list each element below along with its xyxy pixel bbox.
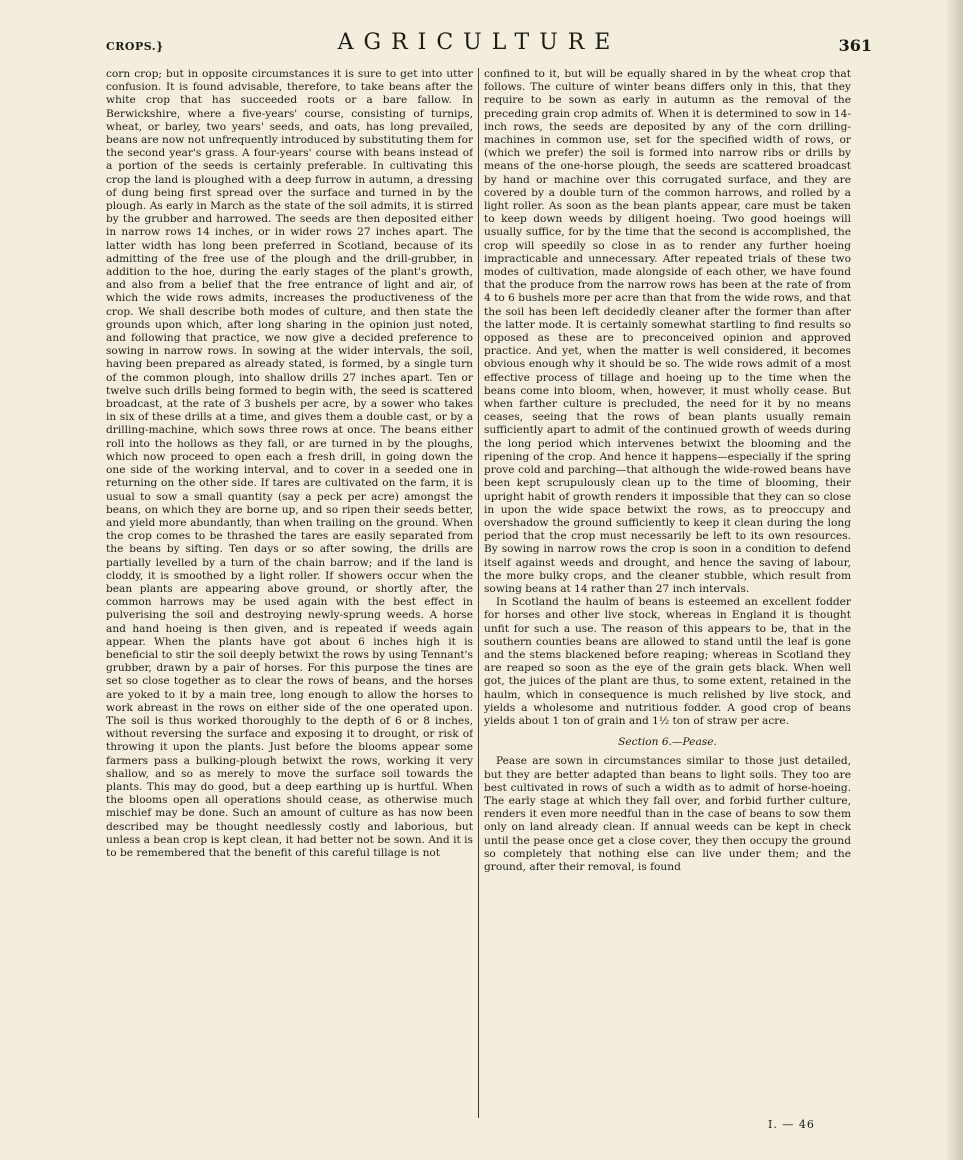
section-heading: Section 6.—Pease. bbox=[618, 736, 717, 749]
left-paragraph-1: corn crop; but in opposite circumstances it is sure to get into utter confusion. It is found advisable, therefore, to take beans after the white crop that has succeeded roots or a bare fallow. In Berwickshire, where a five-years' course, consisting of turnips, wheat, or barley, two years' seeds, and oats, has long prevailed, beans are now not unfrequently introduced by substituting them for the second year's grass. A four-years' course with beans instead of a portion of the seeds is certainly preferable. In cultivating this crop the land is ploughed with a deep furrow in autumn, a dressing of dung being first spread over the surface and turned in by the plough. As early in March as the state of the soil admits, it is stirred by the grubber and harrowed. The seeds are then deposited either in narrow rows 14 inches, or in wider rows 27 inches apart. The latter width has long been preferred in Scotland, because of its admitting of the free use of the plough and the drill-grubber, in addition to the hoe, during the early stages of the plant's growth, and also from a belief that the free entrance of light and air, of which the wide rows admits, increases the productiveness of the crop. We shall describe both modes of culture, and then state the grounds upon which, after long sharing in the opinion just noted, and following that practice, we now give a decided preference to sowing in narrow rows. In sowing at the wider intervals, the soil, having been prepared as already stated, is formed, by a single turn of the common plough, into shallow drills 27 inches apart. Ten or twelve such drills being formed to begin with, the seed is scattered broadcast, at the rate of 3 bushels per acre, by a sower who takes in six of these drills at a time, and gives them a double cast, or by a drilling-machine, which sows three rows at once. The beans either roll into the hollows as they fall, or are turned in by the ploughs, which now proceed to open each a fresh drill, in going down the one side of the working interval, and to cover in a seeded one in returning on the other side. If tares are cultivated on the farm, it is usual to sow a small quantity (say a peck per acre) amongst the beans, on which they are borne up, and so ripen their seeds better, and yield more abundantly, than when trailing on the ground. When the crop comes to be thrashed the tares are easily separated from the beans by sifting. Ten days or so after sowing, the drills are partially levelled by a turn of the chain barrow; and if the land is cloddy, it is smoothed by a light roller. If showers occur when the bean plants are appearing above ground, or shortly after, the common harrows may be used again with the best effect in pulverising the soil and destroying newly-sprung weeds. A horse and hand hoeing is then given, and is repeated if weeds again appear. When the plants have got about 6 inches high it is beneficial to stir the soil deeply betwixt the rows by using Tennant's grubber, drawn by a pair of horses. For this purpose the tines are set so close together as to clear the rows of beans, and the horses are yoked to it by a main tree, long enough to allow the horses to work abreast in the rows on either side of the one operated upon. The soil is thus worked thoroughly to the depth of 6 or 8 inches, without reversing the surface and exposing it to drought, or risk of throwing it upon the plants. Just before the blooms appear some farmers pass a bulking-plough betwixt the rows, working it very shallow, and so as merely to move the surface soil towards the plants. This may do good, but a deep earthing up is hurtful. When the blooms open all operations should cease, as otherwise much mischief may be done. Such an amount of culture as has now been described may be thought needlessly costly and laborious, but unless a bean crop is kept clean, it had better not be sown. And it is to be remembered that the benefit of this careful tillage is not bbox=[106, 68, 473, 859]
right-paragraph-2: In Scotland the haulm of beans is esteemed an excellent fodder for horses and other live stock, whereas in England it is thought unfit for such a use. The reason of this appears to be, that in the southern counties beans are allowed to stand until the leaf is gone and the stems blackened before reaping; whereas in Scotland they are reaped so soon as the eye of the grain gets black. When well got, the juices of the plant are thus, to some extent, retained in the haulm, which in consequence is much relished by live stock, and yields a wholesome and nutritious fodder. A good crop of beans yields about 1 ton of grain and 1½ ton of straw per acre. bbox=[484, 596, 851, 727]
section-tag: CROPS.} bbox=[106, 40, 164, 53]
running-title: AGRICULTURE bbox=[337, 30, 621, 55]
signature-mark: I. — 46 bbox=[768, 1118, 815, 1131]
page-number: 361 bbox=[838, 36, 872, 55]
right-paragraph-3: Pease are sown in circumstances similar to those just detailed, but they are better adapted than beans to light soils. They too are best cultivated in rows of such a width as to admit of horse-hoeing. The early stage at which they fall over, and forbid further culture, renders it even more needful than in the case of beans to sow them only on land already clean. If annual weeds can be kept in check until the pease once get a close cover, they then occupy the ground so completely that nothing else can live under them; and the ground, after their removal, is found bbox=[484, 755, 851, 873]
left-column bbox=[106, 68, 473, 1118]
right-column bbox=[484, 68, 851, 1118]
right-paragraph-1: confined to it, but will be equally shared in by the wheat crop that follows. The culture of winter beans differs only in this, that they require to be sown as early in autumn as the removal of the preceding grain crop admits of. When it is determined to sow in 14-inch rows, the seeds are deposited by any of the corn drilling-machines in common use, set for the specified width of rows, or (which we prefer) the soil is formed into narrow ribs or drills by means of the one-horse plough, the seeds are scattered broadcast by hand or machine over this corrugated surface, and they are covered by a double turn of the common harrows, and rolled by a light roller. As soon as the bean plants appear, care must be taken to keep down weeds by diligent hoeing. Two good hoeings will usually suffice, for by the time that the second is accomplished, the crop will speedily so close in as to render any further hoeing impracticable and unnecessary. After repeated trials of these two modes of cultivation, made alongside of each other, we have found that the produce from the narrow rows has been at the rate of from 4 to 6 bushels more per acre than that from the wide rows, and that the soil has been left decidedly cleaner after the former than after the latter mode. It is certainly somewhat startling to find results so opposed as these are to preconceived opinion and approved practice. And yet, when the matter is well considered, it becomes obvious enough why it should be so. The wide rows admit of a most effective process of tillage and hoeing up to the time when the beans come into bloom, when, however, it must wholly cease. But when farther culture is precluded, the need for it by no means ceases, seeing that the rows of bean plants usually remain sufficiently apart to admit of the continued growth of weeds during the long period which intervenes betwixt the blooming and the ripening of the crop. And hence it happens—especially if the spring prove cold and parching—that although the wide-rowed beans have been kept scrupulously clean up to the time of blooming, their upright habit of growth renders it impossible that they can so close in upon the wide space betwixt the rows, as to preoccupy and overshadow the ground sufficiently to keep it clean during the long period that the crop must necessarily be left to its own resources. By sowing in narrow rows the crop is soon in a condition to defend itself against weeds and drought, and hence the saving of labour, the more bulky crops, and the cleaner stubble, which result from sowing beans at 14 rather than 27 inch intervals. bbox=[484, 68, 851, 595]
column-rule bbox=[478, 68, 479, 1118]
page-header bbox=[86, 30, 872, 60]
